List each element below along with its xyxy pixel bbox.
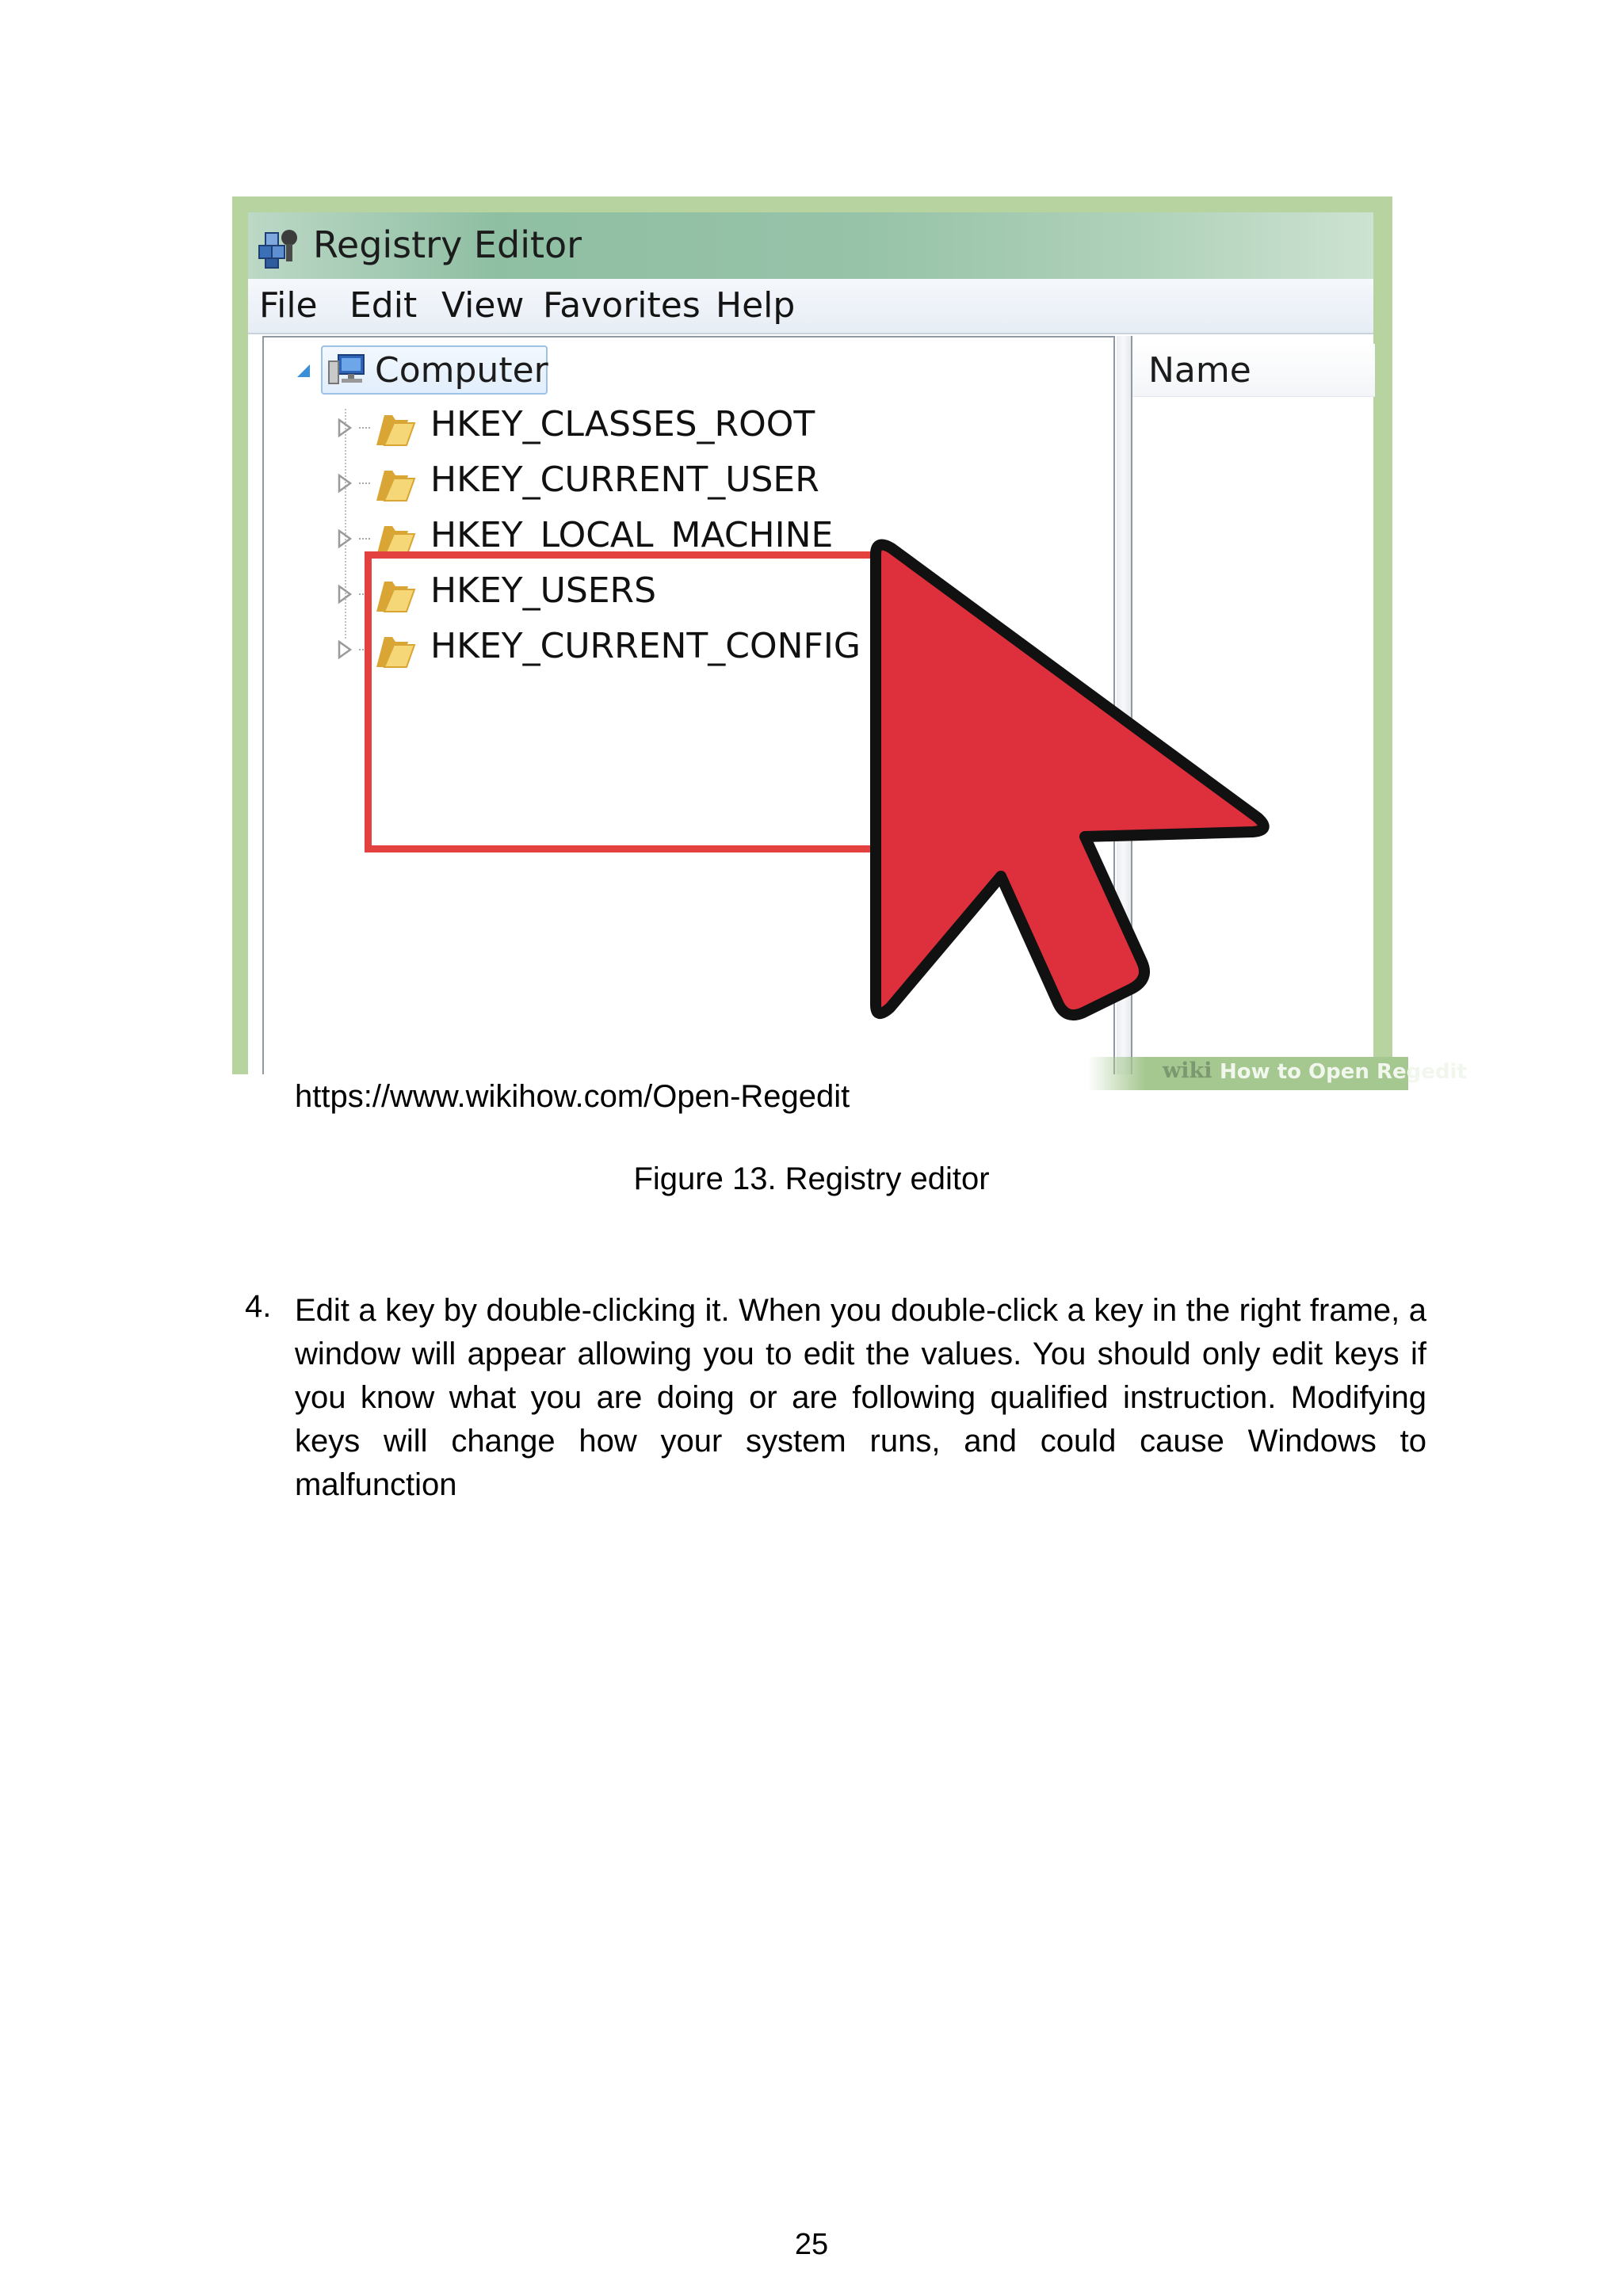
title-bar	[248, 212, 1373, 279]
tree-node-label: Computer	[375, 350, 548, 391]
menu-favorites[interactable]: Favorites	[543, 285, 701, 326]
highlight-box	[365, 551, 905, 852]
window-title: Registry Editor	[313, 223, 582, 266]
expand-arrow-icon[interactable]	[335, 528, 354, 550]
step-paragraph: Edit a key by double-clicking it. When you double-click a key in the right frame, a window will appear allowing you to edit the values. You should only edit keys if you know what you are doing or are following qualified instruction. Modifying keys will change how your system runs, and could cause Windows to malfunction	[295, 1293, 1426, 1502]
expand-arrow-icon[interactable]	[335, 583, 354, 605]
figure-registry-editor-screenshot	[232, 196, 1467, 1084]
column-header-label: Name	[1148, 350, 1251, 391]
column-header-name[interactable]	[1132, 344, 1375, 397]
computer-icon	[327, 353, 365, 388]
tree-node-hive[interactable]	[335, 402, 906, 453]
menu-view[interactable]: View	[441, 285, 525, 326]
page-number: 25	[794, 2228, 829, 2261]
tree-node-hive[interactable]	[335, 458, 906, 509]
tree-node-computer[interactable]	[321, 345, 548, 395]
hive-label: HKEY_CLASSES_ROOT	[430, 404, 815, 444]
registry-editor-icon	[254, 223, 302, 271]
list-number: 4.	[245, 1289, 272, 1324]
folder-icon	[373, 407, 419, 450]
expand-arrow-icon[interactable]	[335, 417, 354, 439]
hive-label: HKEY_LOCAL_MACHINE	[430, 515, 834, 555]
watermark-brand: wiki	[1163, 1058, 1212, 1083]
source-url[interactable]: https://www.wikihow.com/Open-Regedit	[295, 1079, 850, 1114]
menu-bar	[248, 279, 1373, 334]
hive-label: HKEY_USERS	[430, 570, 657, 611]
watermark	[1088, 1057, 1467, 1090]
hive-label: HKEY_CURRENT_USER	[430, 460, 819, 500]
folder-icon	[373, 463, 419, 505]
expand-arrow-icon[interactable]	[335, 639, 354, 661]
hive-label: HKEY_CURRENT_CONFIG	[430, 626, 861, 666]
menu-help[interactable]: Help	[716, 285, 796, 326]
watermark-text: How to Open Regedit	[1220, 1060, 1467, 1084]
menu-edit[interactable]: Edit	[349, 285, 418, 326]
figure-caption: Figure 13. Registry editor	[633, 1161, 990, 1196]
expand-arrow-icon[interactable]	[335, 472, 354, 494]
registry-editor-window	[248, 212, 1467, 1084]
mouse-pointer-icon	[850, 545, 1294, 1100]
menu-file[interactable]: File	[259, 285, 318, 326]
collapse-arrow-icon[interactable]	[294, 361, 313, 380]
